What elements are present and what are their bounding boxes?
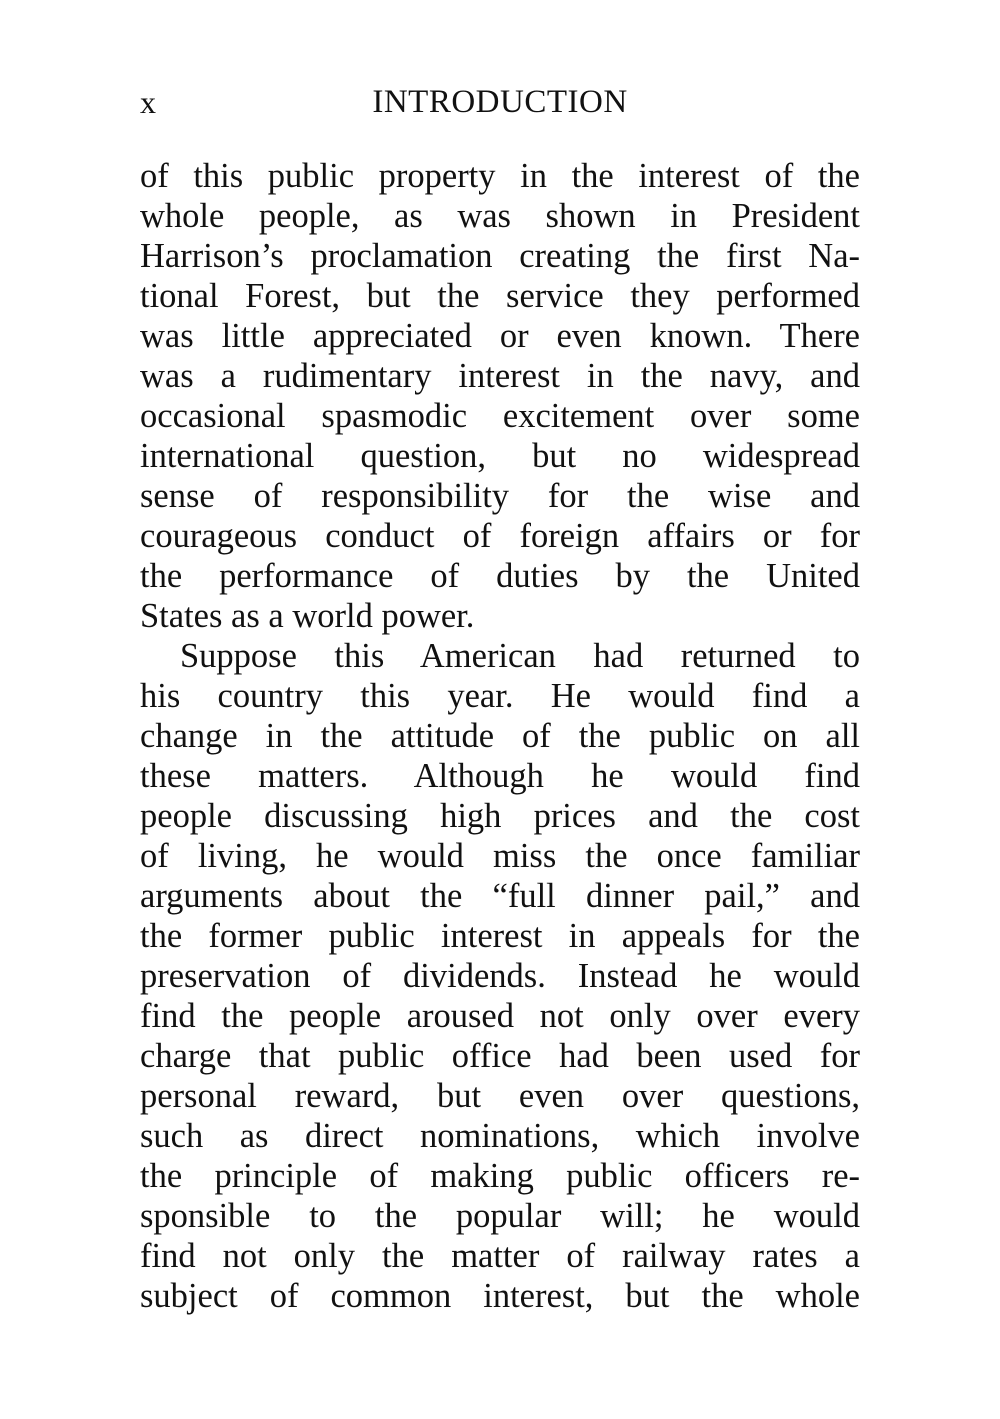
text-line: change in the attitude of the public on all <box>140 717 860 755</box>
text-line: was a rudimentary interest in the navy, and <box>140 357 860 395</box>
text-line: was little appreciated or even known. There <box>140 317 860 355</box>
text-line: of this public property in the interest of the <box>140 157 860 195</box>
text-line: these matters. Although he would find <box>140 757 860 795</box>
text-line: Harrison’s proclamation creating the first Na- <box>140 237 860 275</box>
text-line: sense of responsibility for the wise and <box>140 477 860 515</box>
text-line: people discussing high prices and the cost <box>140 797 860 835</box>
text-line: occasional spasmodic excitement over some <box>140 397 860 435</box>
text-line: personal reward, but even over questions, <box>140 1077 860 1115</box>
text-line: find not only the matter of railway rates a <box>140 1237 860 1275</box>
text-line: the former public interest in appeals for the <box>140 917 860 955</box>
paragraph-start-line: Suppose this American had returned to <box>180 637 860 675</box>
running-head <box>140 80 860 124</box>
text-line: tional Forest, but the service they performed <box>140 277 860 315</box>
text-line: preservation of dividends. Instead he would <box>140 957 860 995</box>
text-line: courageous conduct of foreign affairs or for <box>140 517 860 555</box>
chapter-title: INTRODUCTION <box>372 84 628 120</box>
text-line: find the people aroused not only over every <box>140 997 860 1035</box>
text-line: arguments about the “full dinner pail,” and <box>140 877 860 915</box>
text-line: such as direct nominations, which involve <box>140 1117 860 1155</box>
text-line: whole people, as was shown in President <box>140 197 860 235</box>
page-number: x <box>140 84 156 120</box>
body-text <box>140 156 860 1316</box>
text-line: charge that public office had been used for <box>140 1037 860 1075</box>
text-line: of living, he would miss the once familiar <box>140 837 860 875</box>
text-line: the performance of duties by the United <box>140 557 860 595</box>
text-line: the principle of making public officers re- <box>140 1157 860 1195</box>
paragraph-end-line: States as a world power. <box>140 597 475 635</box>
text-line: subject of common interest, but the whole <box>140 1277 860 1315</box>
text-line: sponsible to the popular will; he would <box>140 1197 860 1235</box>
text-line: international question, but no widespread <box>140 437 860 475</box>
text-line: his country this year. He would find a <box>140 677 860 715</box>
